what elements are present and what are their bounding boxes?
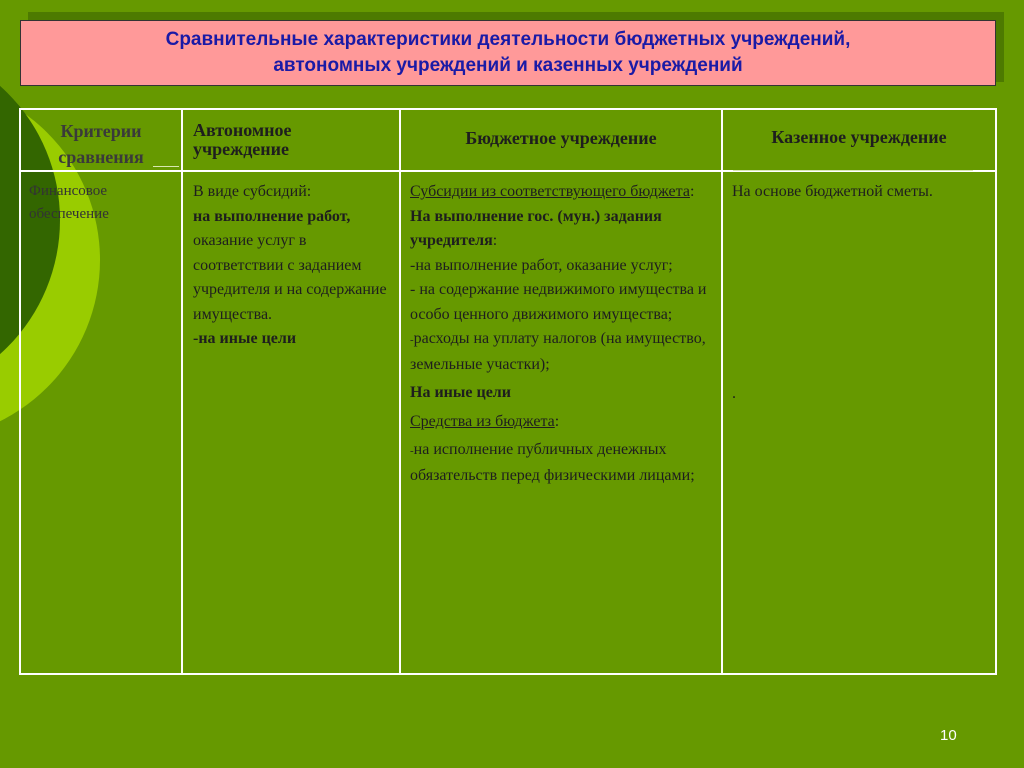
budget-task-heading [410,205,710,254]
budget-task-heading-text: На выполнение гос. (мун.) задания учредителя [410,207,662,249]
row-criteria-line-1: Финансовое [29,183,108,199]
page-number: 10 [940,727,957,744]
autonomous-services: оказание услуг в соответствии с заданием учредителя и на содержание имущества. [193,232,387,323]
header-budget: Бюджетное учреждение [465,128,657,148]
dash: - [410,445,414,457]
row-criteria-cell [29,180,177,226]
comparison-table [19,108,997,675]
colon: : [492,232,498,249]
dash: - [410,334,414,346]
budget-funds-text: Средства из бюджета [410,412,555,430]
header-criteria-line-1: Критерии [60,121,142,141]
column-divider [181,110,183,673]
state-estimate-text: На основе бюджетной сметы. [732,183,933,200]
budget-item-obligations [410,438,710,488]
autonomous-other-purposes: -на иные цели [193,330,297,347]
autonomous-intro: В виде субсидий: [193,183,312,200]
header-autonomous-line-1: Автономное [193,120,292,140]
state-dot: . [732,385,736,402]
budget-funds [410,410,710,435]
row-budget-cell [410,180,710,488]
header-state: Казенное учреждение [771,127,947,147]
budget-item-works: -на выполнение работ, оказание услуг; [410,256,673,274]
slide-title [20,20,996,86]
colon: : [689,183,695,200]
header-underline [733,170,973,171]
budget-item-obligations-text: на исполнение публичных денежных обязательств перед физическими лицами; [410,441,695,484]
row-autonomous-cell [193,180,395,352]
row-criteria-line-2: обеспечение [29,206,109,222]
row-state-cell [732,180,994,205]
budget-subsidies-text: Субсидии из соответствующего бюджета [410,183,690,200]
budget-item-taxes-text: расходы на уплату налогов (на имущество, земельные участки); [410,330,706,373]
column-divider [721,110,723,673]
title-line-2: автономных учреждений и казенных учреждений [273,55,743,76]
header-underline [153,166,179,167]
header-criteria [25,118,177,170]
budget-subsidies [410,180,710,205]
column-divider [399,110,401,673]
budget-item-property: - на содержание недвижимого имущества и особо ценного движимого имущества; [410,281,707,323]
autonomous-works: на выполнение работ, [193,207,351,225]
colon: : [554,412,560,430]
budget-item-taxes [410,327,710,377]
title-line-1: Сравнительные характеристики деятельности бюджетных учреждений, [165,29,851,50]
budget-other-heading: На иные цели [410,384,511,401]
header-autonomous-line-2: учреждение [193,139,290,159]
header-autonomous [193,121,393,159]
header-criteria-line-2: сравнения [58,147,144,167]
